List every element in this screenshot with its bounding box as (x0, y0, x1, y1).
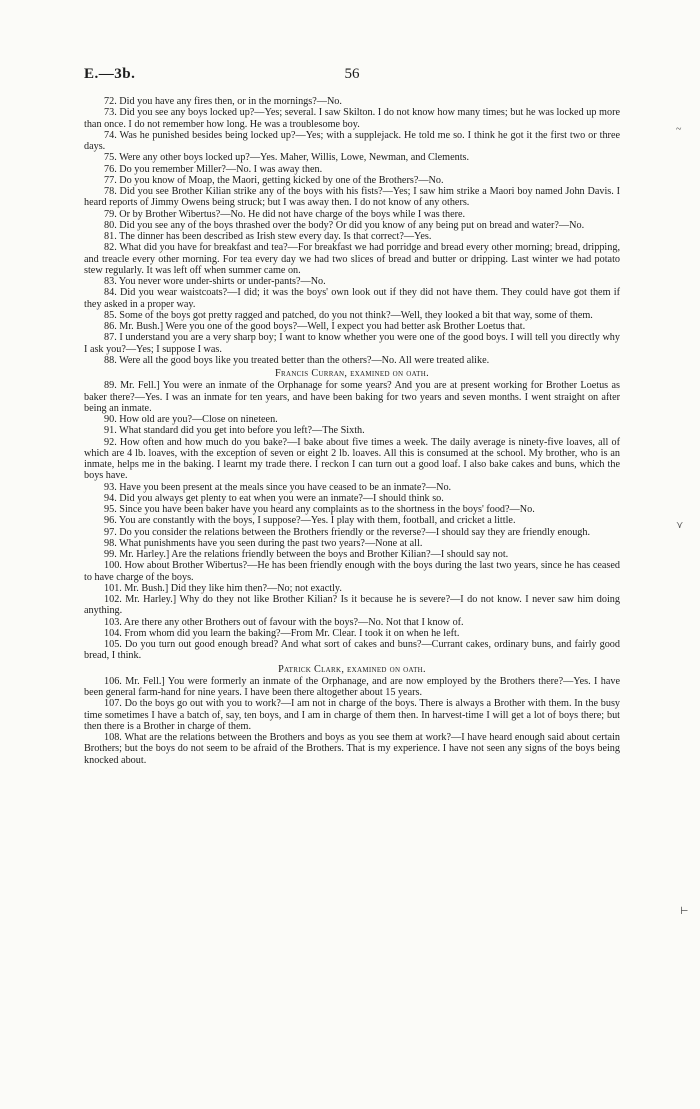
question-paragraph: 78. Did you see Brother Kilian strike any of the boys with his fists?—Yes; I saw him strike a Maori boy named John Davis. I heard reports of Jimmy Owens being struck; but I was away then. I do not know of any others. (84, 186, 620, 209)
question-paragraph: 107. Do the boys go out with you to work?—I am not in charge of the boys. There is always a Brother with them. In the busy time sometimes I have a batch of, say, ten boys, and I am in charge of them then. In harvest-time I will get a lot of boys there; but then there is a Brother in charge of them. (84, 698, 620, 732)
question-paragraph: 92. How often and how much do you bake?—I bake about five times a week. The daily average is ninety-five loaves, all of which are 4 lb. loaves, with the exception of seven or eight 2 lb. loaves. All this is consumed at the school. My brother, who is an inmate, helps me in the baking. I learnt my trade there. I reckon I can turn out a good loaf. I also bake cakes and buns, which the boys have. (84, 436, 620, 482)
question-paragraph: 89. Mr. Fell.] You were an inmate of the Orphanage for some years? And you are at present working for Brother Loetus as baker there?—Yes. I was an inmate for ten years, and have been baking for two years and seven months. I went straight on after being an inmate. (84, 380, 620, 414)
testimony-section-1 (84, 96, 620, 366)
question-paragraph: 73. Did you see any boys locked up?—Yes; several. I saw Skilton. I do not know how many times; but he was locked up more than once. I do not remember how long. He was a troublesome boy. (84, 107, 620, 130)
question-paragraph: 83. You never wore under-shirts or under-pants?—No. (104, 276, 326, 287)
margin-mark: ⊢ (680, 906, 689, 917)
question-paragraph: 105. Do you turn out good enough bread? And what sort of cakes and buns?—Currant cakes, ordinary buns, and fairly good bread, I think. (84, 639, 620, 662)
witness-heading-francis-curran: Francis Curran, examined on oath. (275, 368, 429, 379)
question-paragraph: 72. Did you have any fires then, or in the mornings?—No. (104, 96, 342, 107)
question-paragraph: 99. Mr. Harley.] Are the relations friendly between the boys and Brother Kilian?—I should say not. (104, 549, 509, 560)
question-paragraph: 81. The dinner has been described as Irish stew every day. Is that correct?—Yes. (104, 231, 432, 242)
question-paragraph: 103. Are there any other Brothers out of favour with the boys?—No. Not that I know of. (104, 616, 464, 628)
question-paragraph: 96. You are constantly with the boys, I suppose?—Yes. I play with them, football, and cricket a little. (104, 515, 516, 527)
testimony-section-2 (84, 380, 620, 661)
question-paragraph: 75. Were any other boys locked up?—Yes. Maher, Willis, Lowe, Newman, and Clements. (104, 152, 470, 164)
question-paragraph: 108. What are the relations between the Brothers and boys as you see them at work?—I have heard enough said about certain Brothers; but the boys do not seem to be afraid of the Brothers. That is my experience. I have not seen any signs of the boys being knocked about. (84, 732, 620, 766)
question-paragraph: 79. Or by Brother Wibertus?—No. He did not have charge of the boys while I was there. (104, 208, 466, 220)
question-paragraph: 104. From whom did you learn the baking?—From Mr. Clear. I took it on when he left. (104, 627, 460, 639)
question-paragraph: 88. Were all the good boys like you treated better than the others?—No. All were treated alike. (104, 354, 490, 366)
question-paragraph: 82. What did you have for breakfast and tea?—For breakfast we had porridge and bread every other morning; bread, dripping, and treacle every other morning. For tea every day we had two slices of bread and butter or dripping. Last winter we had potato stew regularly. It was left off when summer came on. (84, 242, 620, 276)
testimony-section-3 (84, 676, 620, 766)
question-paragraph: 85. Some of the boys got pretty ragged and patched, do you not think?—Well, they looked a bit that way, some of them. (104, 309, 593, 321)
question-paragraph: 95. Since you have been baker have you heard any complaints as to the shortness in the boys' food?—No. (104, 504, 535, 515)
question-paragraph: 106. Mr. Fell.] You were formerly an inmate of the Orphanage, and are now employed by the Brothers there?—Yes. I have been general farm-hand for nine years. I have been there altogether about 15 years. (84, 675, 620, 698)
question-paragraph: 77. Do you know of Moap, the Maori, getting kicked by one of the Brothers?—No. (104, 174, 444, 186)
question-paragraph: 101. Mr. Bush.] Did they like him then?—No; not exactly. (104, 582, 342, 594)
question-paragraph: 102. Mr. Harley.] Why do they not like Brother Kilian? Is it because he is severe?—I do not know. I never saw him doing anything. (84, 594, 620, 617)
question-paragraph: 97. Do you consider the relations between the Brothers friendly or the reverse?—I should say they are friendly enough. (104, 526, 591, 538)
margin-mark: ~ (676, 124, 682, 135)
document-reference: E.—3b. (84, 66, 136, 82)
question-paragraph: 87. I understand you are a very sharp boy; I want to know whether you were one of the good boys. I will tell you directly why I ask you?—Yes; I suppose I was. (84, 332, 620, 355)
question-paragraph: 91. What standard did you get into before you left?—The Sixth. (104, 425, 365, 437)
question-paragraph: 90. How old are you?—Close on nineteen. (104, 414, 278, 425)
question-paragraph: 80. Did you see any of the boys thrashed over the body? Or did you know of any being put on bread and water?—No. (104, 219, 585, 231)
witness-heading-patrick-clark: Patrick Clark, examined on oath. (278, 663, 426, 675)
page-header (84, 66, 620, 86)
question-paragraph: 93. Have you been present at the meals since you have ceased to be an inmate?—No. (104, 481, 452, 493)
page-body (84, 96, 620, 766)
question-paragraph: 94. Did you always get plenty to eat when you were an inmate?—I should think so. (104, 492, 444, 504)
question-paragraph: 74. Was he punished besides being locked up?—Yes; with a supplejack. He told me so. I think he got it the first two or three days. (84, 129, 620, 152)
question-paragraph: 86. Mr. Bush.] Were you one of the good boys?—Well, I expect you had better ask Brother Loetus that. (104, 321, 526, 332)
question-paragraph: 100. How about Brother Wibertus?—He has been friendly enough with the boys during the last two years, since he has ceased to have charge of the boys. (84, 560, 620, 583)
margin-mark: ⋎ (676, 520, 684, 531)
question-paragraph: 76. Do you remember Miller?—No. I was away then. (104, 163, 323, 175)
page-number: 56 (344, 66, 360, 82)
question-paragraph: 84. Did you wear waistcoats?—I did; it was the boys' own look out if they did not have them. They could have got them if they asked in a proper way. (84, 287, 620, 310)
question-paragraph: 98. What punishments have you seen during the past two years?—None at all. (104, 537, 423, 549)
